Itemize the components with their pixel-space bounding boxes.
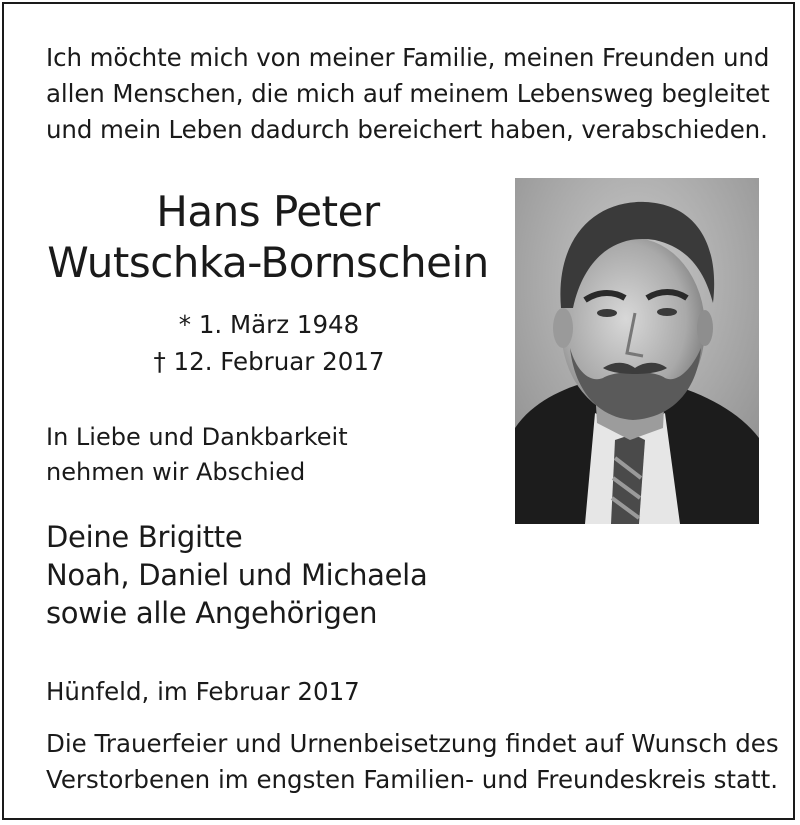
intro-line: Ich möchte mich von meiner Familie, meinen Freunden und [46,43,770,72]
deceased-name [44,186,492,288]
notice-line: Verstorbenen im engsten Familien- und Freundeskreis statt. [46,765,779,794]
intro-line: allen Menschen, die mich auf meinem Lebensweg begleitet [46,79,770,108]
farewell-text [46,420,506,490]
portrait-photo [515,178,759,524]
name-first: Hans Peter [156,187,380,236]
funeral-notice [46,726,779,798]
farewell-line: nehmen wir Abschied [46,458,306,486]
obituary-card [2,2,795,820]
intro-text [46,40,770,148]
family-line: Deine Brigitte [46,520,243,554]
life-dates [124,306,414,380]
place-date: Hünfeld, im Februar 2017 [46,677,360,706]
birth-date: * 1. März 1948 [178,310,360,339]
notice-line: Die Trauerfeier und Urnenbeisetzung findet auf Wunsch des [46,729,779,758]
family-line: sowie alle Angehörigen [46,596,378,630]
family-line: Noah, Daniel und Michaela [46,558,428,592]
intro-line: und mein Leben dadurch bereichert haben, verabschieden. [46,115,768,144]
portrait-image [515,178,759,524]
family-names [46,518,506,632]
name-last: Wutschka-Bornschein [47,238,489,287]
death-date: † 12. Februar 2017 [153,347,385,376]
farewell-line: In Liebe und Dankbarkeit [46,423,348,451]
